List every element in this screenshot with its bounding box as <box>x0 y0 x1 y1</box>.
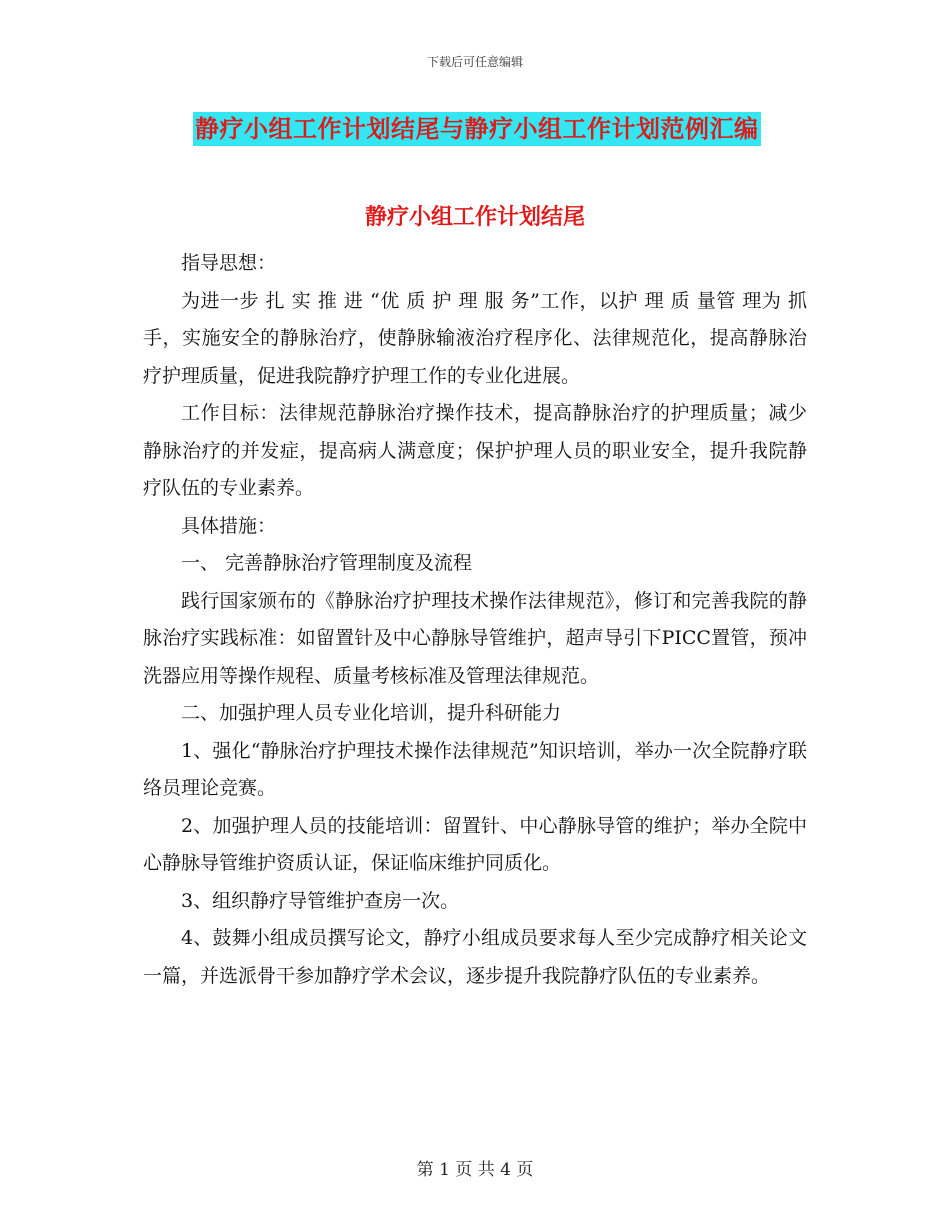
paragraph-guiding-thought-heading: 指导思想： <box>181 252 277 274</box>
document-body <box>143 245 807 995</box>
section-title: 静疗小组工作计划结尾 <box>364 204 585 230</box>
document-main-title: 静疗小组工作计划结尾与静疗小组工作计划范例汇编 <box>193 112 761 146</box>
paragraph-section-one-heading: 一、 完善静脉治疗管理制度及流程 <box>181 552 473 574</box>
page-number-footer: 第 1 页 共 4 页 <box>416 1160 534 1180</box>
paragraph-measures-heading: 具体措施： <box>181 514 277 537</box>
paragraph-section-two-heading: 二、加强护理人员专业化培训，提升科研能力 <box>181 702 562 724</box>
paragraph-item-4: 4、鼓舞小组成员撰写论文，静疗小组成员要求每人至少完成静疗相关论文一篇，并选派骨干参加静疗学术会议，逐步提升我院静疗队伍的专业素养。 <box>143 927 807 987</box>
paragraph-item-2: 2、加强护理人员的技能培训：留置针、中心静脉导管的维护；举办全院中心静脉导管维护资质认证，保证临床维护同质化。 <box>143 814 807 874</box>
page-header-note: 下载后可任意编辑 <box>426 55 523 69</box>
paragraph-guiding-thought: 为进一步 扎 实 推 进 “优 质 护 理 服 务”工作，以护 理 质 量管 理为 抓手，实施安全的静脉治疗，使静脉输液治疗程序化、法律规范化，提高静脉治疗护理质量，促进我院静疗护理工作的专业化进展。 <box>143 289 807 387</box>
paragraph-work-goals: 工作目标：法律规范静脉治疗操作技术，提高静脉治疗的护理质量；减少静脉治疗的并发症，提高病人满意度；保护护理人员的职业安全，提升我院静疗队伍的专业素养。 <box>143 402 807 499</box>
paragraph-section-one-body: 践行国家颁布的《静脉治疗护理技术操作法律规范》，修订和完善我院的静脉治疗实践标准：如留置针及中心静脉导管维护，超声导引下PICC置管，预冲洗器应用等操作规程、质量考核标准及管理法律规范。 <box>143 589 807 687</box>
paragraph-item-3: 3、组织静疗导管维护查房一次。 <box>181 889 460 912</box>
paragraph-item-1: 1、强化“静脉治疗护理技术操作法律规范”知识培训，举办一次全院静疗联络员理论竞赛。 <box>143 739 807 799</box>
